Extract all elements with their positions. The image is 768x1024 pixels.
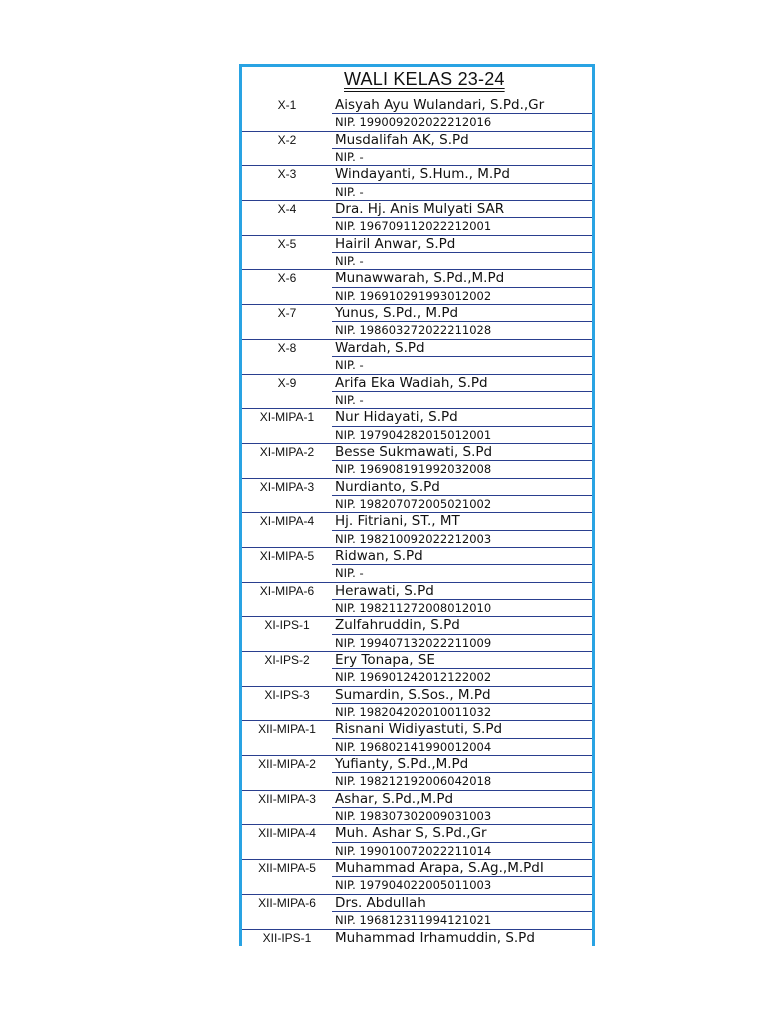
table-row [242,513,592,530]
class-label: XII-MIPA-4 [258,826,316,841]
teacher-name: Muh. Ashar S, S.Pd.,Gr [335,825,487,842]
table-row [242,305,592,322]
table-row [242,617,592,634]
teacher-name: Muhammad Irhamuddin, S.Pd [335,929,535,946]
teacher-name: Nur Hidayati, S.Pd [335,409,458,426]
teacher-name: Wardah, S.Pd [335,339,425,356]
table-row [242,600,592,617]
teacher-name: Herawati, S.Pd [335,582,434,599]
table-row [242,132,592,149]
table-row [242,479,592,496]
teacher-nip: NIP. - [335,392,364,407]
teacher-name: Sumardin, S.Sos., M.Pd [335,686,491,703]
teacher-nip: NIP. 198603272022211028 [335,323,492,338]
document-title: WALI KELAS 23-24 [344,69,505,89]
table-row [242,635,592,652]
table-row [242,444,592,461]
teacher-nip: NIP. 198212192006042018 [335,774,492,789]
teacher-name: Nurdianto, S.Pd [335,478,440,495]
teacher-name: Yunus, S.Pd., M.Pd [335,305,459,322]
teacher-table [242,97,592,946]
teacher-name: Yufianty, S.Pd.,M.Pd [335,756,469,773]
table-row [242,114,592,131]
teacher-name: Ridwan, S.Pd [335,547,423,564]
teacher-nip: NIP. - [335,254,364,269]
teacher-nip: NIP. 198211272008012010 [335,600,492,615]
teacher-nip: NIP. 199010072022211014 [335,843,492,858]
table-row [242,409,592,426]
table-row [242,704,592,721]
table-row [242,669,592,686]
table-row [242,843,592,860]
title-row [242,67,592,99]
table-row [242,357,592,374]
teacher-name: Munawwarah, S.Pd.,M.Pd [335,270,505,287]
document-sheet [239,64,595,946]
teacher-nip: NIP. 196901242012122002 [335,670,492,685]
table-row [242,218,592,235]
table-row [242,877,592,894]
table-row [242,288,592,305]
class-label: X-4 [277,202,297,217]
table-row [242,930,592,947]
table-row [242,461,592,478]
table-row [242,756,592,773]
class-label: XII-MIPA-5 [258,861,316,876]
class-label: XI-IPS-1 [264,618,310,633]
teacher-name: Aisyah Ayu Wulandari, S.Pd.,Gr [335,97,545,113]
teacher-name: Ery Tonapa, SE [335,652,435,668]
class-label: X-3 [277,167,297,182]
teacher-nip: NIP. - [335,150,364,165]
table-row [242,236,592,253]
class-label: XI-MIPA-4 [259,514,315,529]
class-label: X-1 [277,98,297,112]
table-row [242,860,592,877]
teacher-nip: NIP. 197904022005011003 [335,878,492,893]
class-label: X-5 [277,236,297,251]
class-label: XII-MIPA-1 [258,722,316,737]
table-row [242,392,592,409]
class-label: X-7 [277,306,297,321]
table-row [242,739,592,756]
table-row [242,773,592,790]
teacher-name: Zulfahruddin, S.Pd [335,617,460,634]
teacher-nip: NIP. 198204202010011032 [335,705,492,720]
table-row [242,496,592,513]
teacher-nip: NIP. 196908191992032008 [335,462,492,477]
table-row [242,427,592,444]
teacher-nip: NIP. 199009202022212016 [335,115,492,130]
table-row [242,825,592,842]
teacher-nip: NIP. 198207072005021002 [335,496,492,511]
teacher-name: Hj. Fitriani, ST., MT [335,513,460,530]
class-label: XII-MIPA-6 [258,895,316,910]
class-label: XI-MIPA-1 [259,410,315,425]
table-row [242,531,592,548]
teacher-nip: NIP. - [335,358,364,373]
class-label: XI-MIPA-2 [259,444,315,459]
teacher-nip: NIP. 197904282015012001 [335,427,492,442]
teacher-name: Windayanti, S.Hum., M.Pd [335,166,510,183]
teacher-name: Musdalifah AK, S.Pd [335,131,469,148]
teacher-nip: NIP. 199407132022211009 [335,635,492,650]
table-row [242,184,592,201]
class-label: XII-MIPA-3 [258,791,316,806]
table-row [242,201,592,218]
table-row [242,721,592,738]
class-label: XII-IPS-1 [262,930,312,945]
class-label: X-6 [277,271,297,286]
teacher-nip: NIP. - [335,184,364,199]
class-label: XI-MIPA-3 [259,479,315,494]
class-label: XI-IPS-3 [264,687,310,702]
class-label: X-8 [277,340,297,355]
table-row [242,253,592,270]
teacher-name: Drs. Abdullah [335,894,426,911]
table-row [242,583,592,600]
teacher-name: Risnani Widiyastuti, S.Pd [335,721,503,738]
table-row [242,791,592,808]
table-row [242,166,592,183]
table-row [242,548,592,565]
table-row [242,687,592,704]
teacher-name: Muhammad Arapa, S.Ag.,M.PdI [335,860,544,877]
table-row [242,375,592,392]
teacher-nip: NIP. 196709112022212001 [335,219,492,234]
class-label: XI-MIPA-5 [259,548,315,563]
teacher-name: Arifa Eka Wadiah, S.Pd [335,374,488,391]
teacher-name: Hairil Anwar, S.Pd [335,235,456,252]
table-row [242,149,592,166]
table-row [242,97,592,114]
teacher-nip: NIP. 196910291993012002 [335,288,492,303]
table-row [242,340,592,357]
teacher-name: Besse Sukmawati, S.Pd [335,443,493,460]
class-label: XII-MIPA-2 [258,757,316,772]
class-label: X-9 [277,375,297,390]
table-row [242,270,592,287]
table-row [242,322,592,339]
class-label: XI-IPS-2 [264,653,310,667]
teacher-nip: NIP. 196812311994121021 [335,913,492,928]
table-row [242,565,592,582]
table-row [242,895,592,912]
teacher-name: Dra. Hj. Anis Mulyati SAR [335,201,505,218]
class-label: X-2 [277,132,297,147]
table-row [242,808,592,825]
teacher-nip: NIP. - [335,566,364,581]
teacher-nip: NIP. 198210092022212003 [335,531,492,546]
teacher-name: Ashar, S.Pd.,M.Pd [335,790,454,807]
class-label: XI-MIPA-6 [259,583,315,598]
table-row [242,912,592,929]
table-row [242,652,592,669]
teacher-nip: NIP. 196802141990012004 [335,739,492,754]
teacher-nip: NIP. 198307302009031003 [335,809,492,824]
